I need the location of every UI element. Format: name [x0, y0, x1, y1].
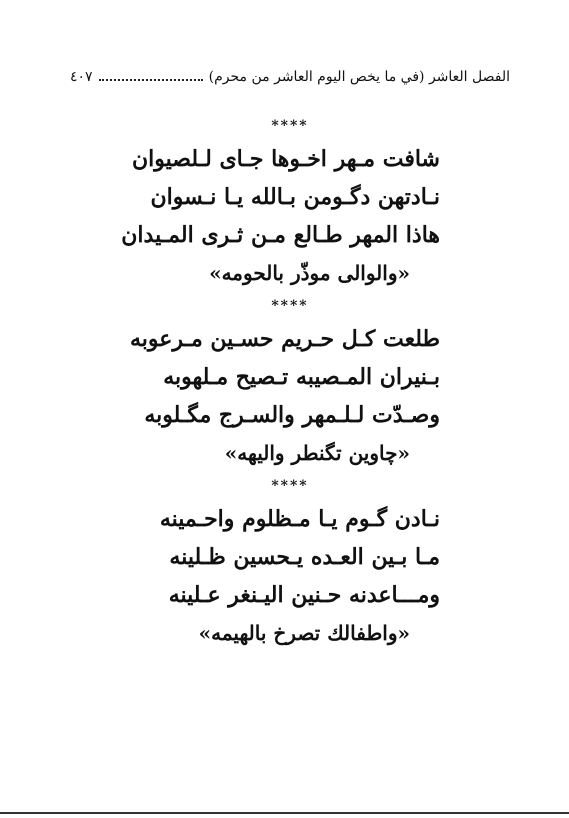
- stanza: [129, 292, 440, 472]
- poem-body: [121, 112, 440, 652]
- stanza: [140, 472, 440, 652]
- refrain-line: «چاوين تگنطر واليهه»: [224, 441, 410, 465]
- verse-line: مـا بـين العـده يـحسين ظـلينه: [169, 544, 440, 570]
- verse-line: بـنيران المـصيبه تـصيح مـلهوبه: [163, 364, 440, 390]
- header-title: الفصل العاشر (في ما يخص اليوم العاشر من محرم): [208, 69, 510, 85]
- verse-line: شافت مـهر اخـوها جـاى لـلصيوان: [132, 146, 440, 172]
- verse-line: ومـــاعدنه حـنين اليـنغر عـلينه: [168, 582, 440, 608]
- refrain-line: «واطفالك تصرخ بالهيمه»: [198, 621, 410, 645]
- stanza-separator: ****: [271, 478, 309, 494]
- verse-line: نـادن گـوم يـا مـظلوم واحـمينه: [159, 506, 440, 532]
- verse-line: هاذا المهر طـالع مـن ثـرى المـيدان: [121, 222, 440, 248]
- verse-line: طلعت كـل حـريم حسـين مـرعوبه: [129, 326, 440, 352]
- footer-rule: [0, 812, 569, 814]
- verse-line: وصـدّت لـلـمهر والسـرج مگـلوبه: [144, 402, 440, 428]
- stanza-separator: ****: [271, 298, 309, 314]
- refrain-line: «والوالى موذّر بالحومه»: [209, 261, 410, 285]
- running-header: [70, 66, 510, 88]
- verse-line: نـادتهن دگـومن بـالله يـا نـسوان: [150, 184, 440, 210]
- stanza: [121, 112, 440, 292]
- header-leader-dots: [99, 73, 203, 81]
- page-number: ٤٠٧: [70, 69, 93, 85]
- stanza-separator: ****: [271, 118, 309, 134]
